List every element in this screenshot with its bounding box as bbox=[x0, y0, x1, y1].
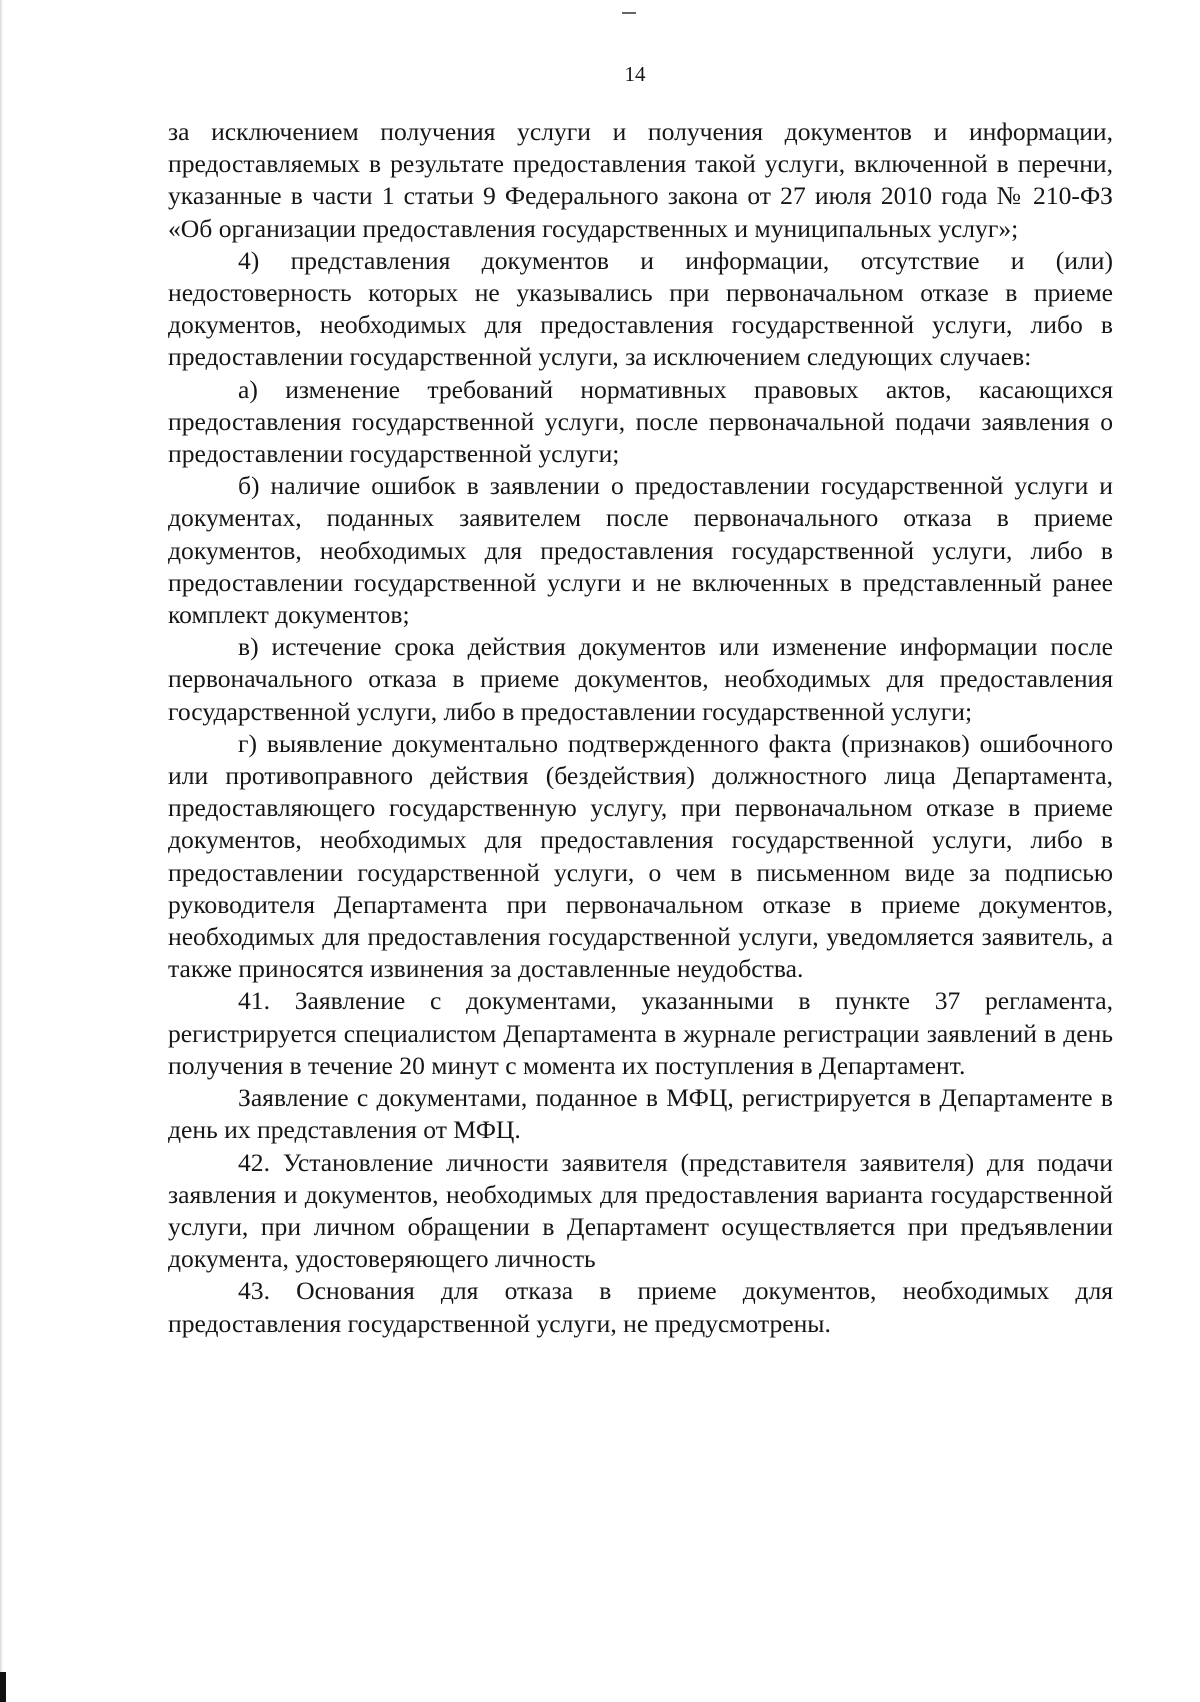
paragraph-exception-clause: за исключением получения услуги и получения документов и информации, предоставляемых в результате предоставления такой услуги, включенной в перечни, указанные в части 1 статьи 9 Федерального закона от 27 июля 2010 года № 210-ФЗ «Об организации предоставления государственных и муниципальных услуг»; bbox=[168, 117, 1113, 243]
paragraph-section-41: 41. Заявление с документами, указанными в пункте 37 регламента, регистрируется специалистом Департамента в журнале регистрации заявлений в день получения в течение 20 минут с момента их поступления в Департамент. bbox=[168, 986, 1113, 1080]
paragraph-item-v: в) истечение срока действия документов или изменение информации после первоначального отказа в приеме документов, необходимых для предоставления государственной услуги, либо в предоставлении государственной услуги; bbox=[168, 632, 1113, 726]
scan-mark-top bbox=[622, 12, 636, 14]
scan-mark-bottom-left bbox=[0, 1672, 6, 1702]
paragraph-item-4: 4) представления документов и информации, отсутствие и (или) недостоверность которых не указывались при первоначальном отказе в приеме документов, необходимых для предоставления государственной услуги, либо в предоставлении государственной услуги, за исключением следующих случаев: bbox=[168, 245, 1113, 372]
paragraph-section-43: 43. Основания для отказа в приеме документов, необходимых для предоставления государственной услуги, не предусмотрены. bbox=[168, 1276, 1113, 1338]
paragraph-section-42: 42. Установление личности заявителя (представителя заявителя) для подачи заявления и документов, необходимых для предоставления варианта государственной услуги, при личном обращении в Департамент осуществляется при предъявлении документа, удостоверяющего личность bbox=[168, 1147, 1113, 1274]
paragraph-item-a: а) изменение требований нормативных правовых актов, касающихся предоставления государственной услуги, после первоначальной подачи заявления о предоставлении государственной услуги; bbox=[168, 374, 1113, 469]
paragraph-item-b: б) наличие ошибок в заявлении о предоставлении государственной услуги и документах, поданных заявителем после первоначального отказа в приеме документов, необходимых для предоставления государственной услуги, либо в предоставлении государственной услуги и не включенных в представленный ранее комплект документов; bbox=[168, 471, 1113, 630]
page-number: 14 bbox=[624, 62, 646, 86]
document-body bbox=[168, 116, 1113, 1340]
paragraph-item-g: г) выявление документально подтвержденного факта (признаков) ошибочного или противоправного действия (бездействия) должностного лица Департамента, предоставляющего государственную услугу, при первоначальном отказе в приеме документов, необходимых для предоставления государственной услуги, либо в предоставлении государственной услуги, о чем в письменном виде за подписью руководителя Департамента при первоначальном отказе в приеме документов, необходимых для предоставления государственной услуги, уведомляется заявитель, а также приносятся извинения за доставленные неудобства. bbox=[168, 728, 1113, 984]
scan-edge bbox=[0, 0, 3, 1702]
paragraph-section-41-mfc: Заявление с документами, поданное в МФЦ, регистрируется в Департаменте в день их представления от МФЦ. bbox=[168, 1083, 1113, 1145]
